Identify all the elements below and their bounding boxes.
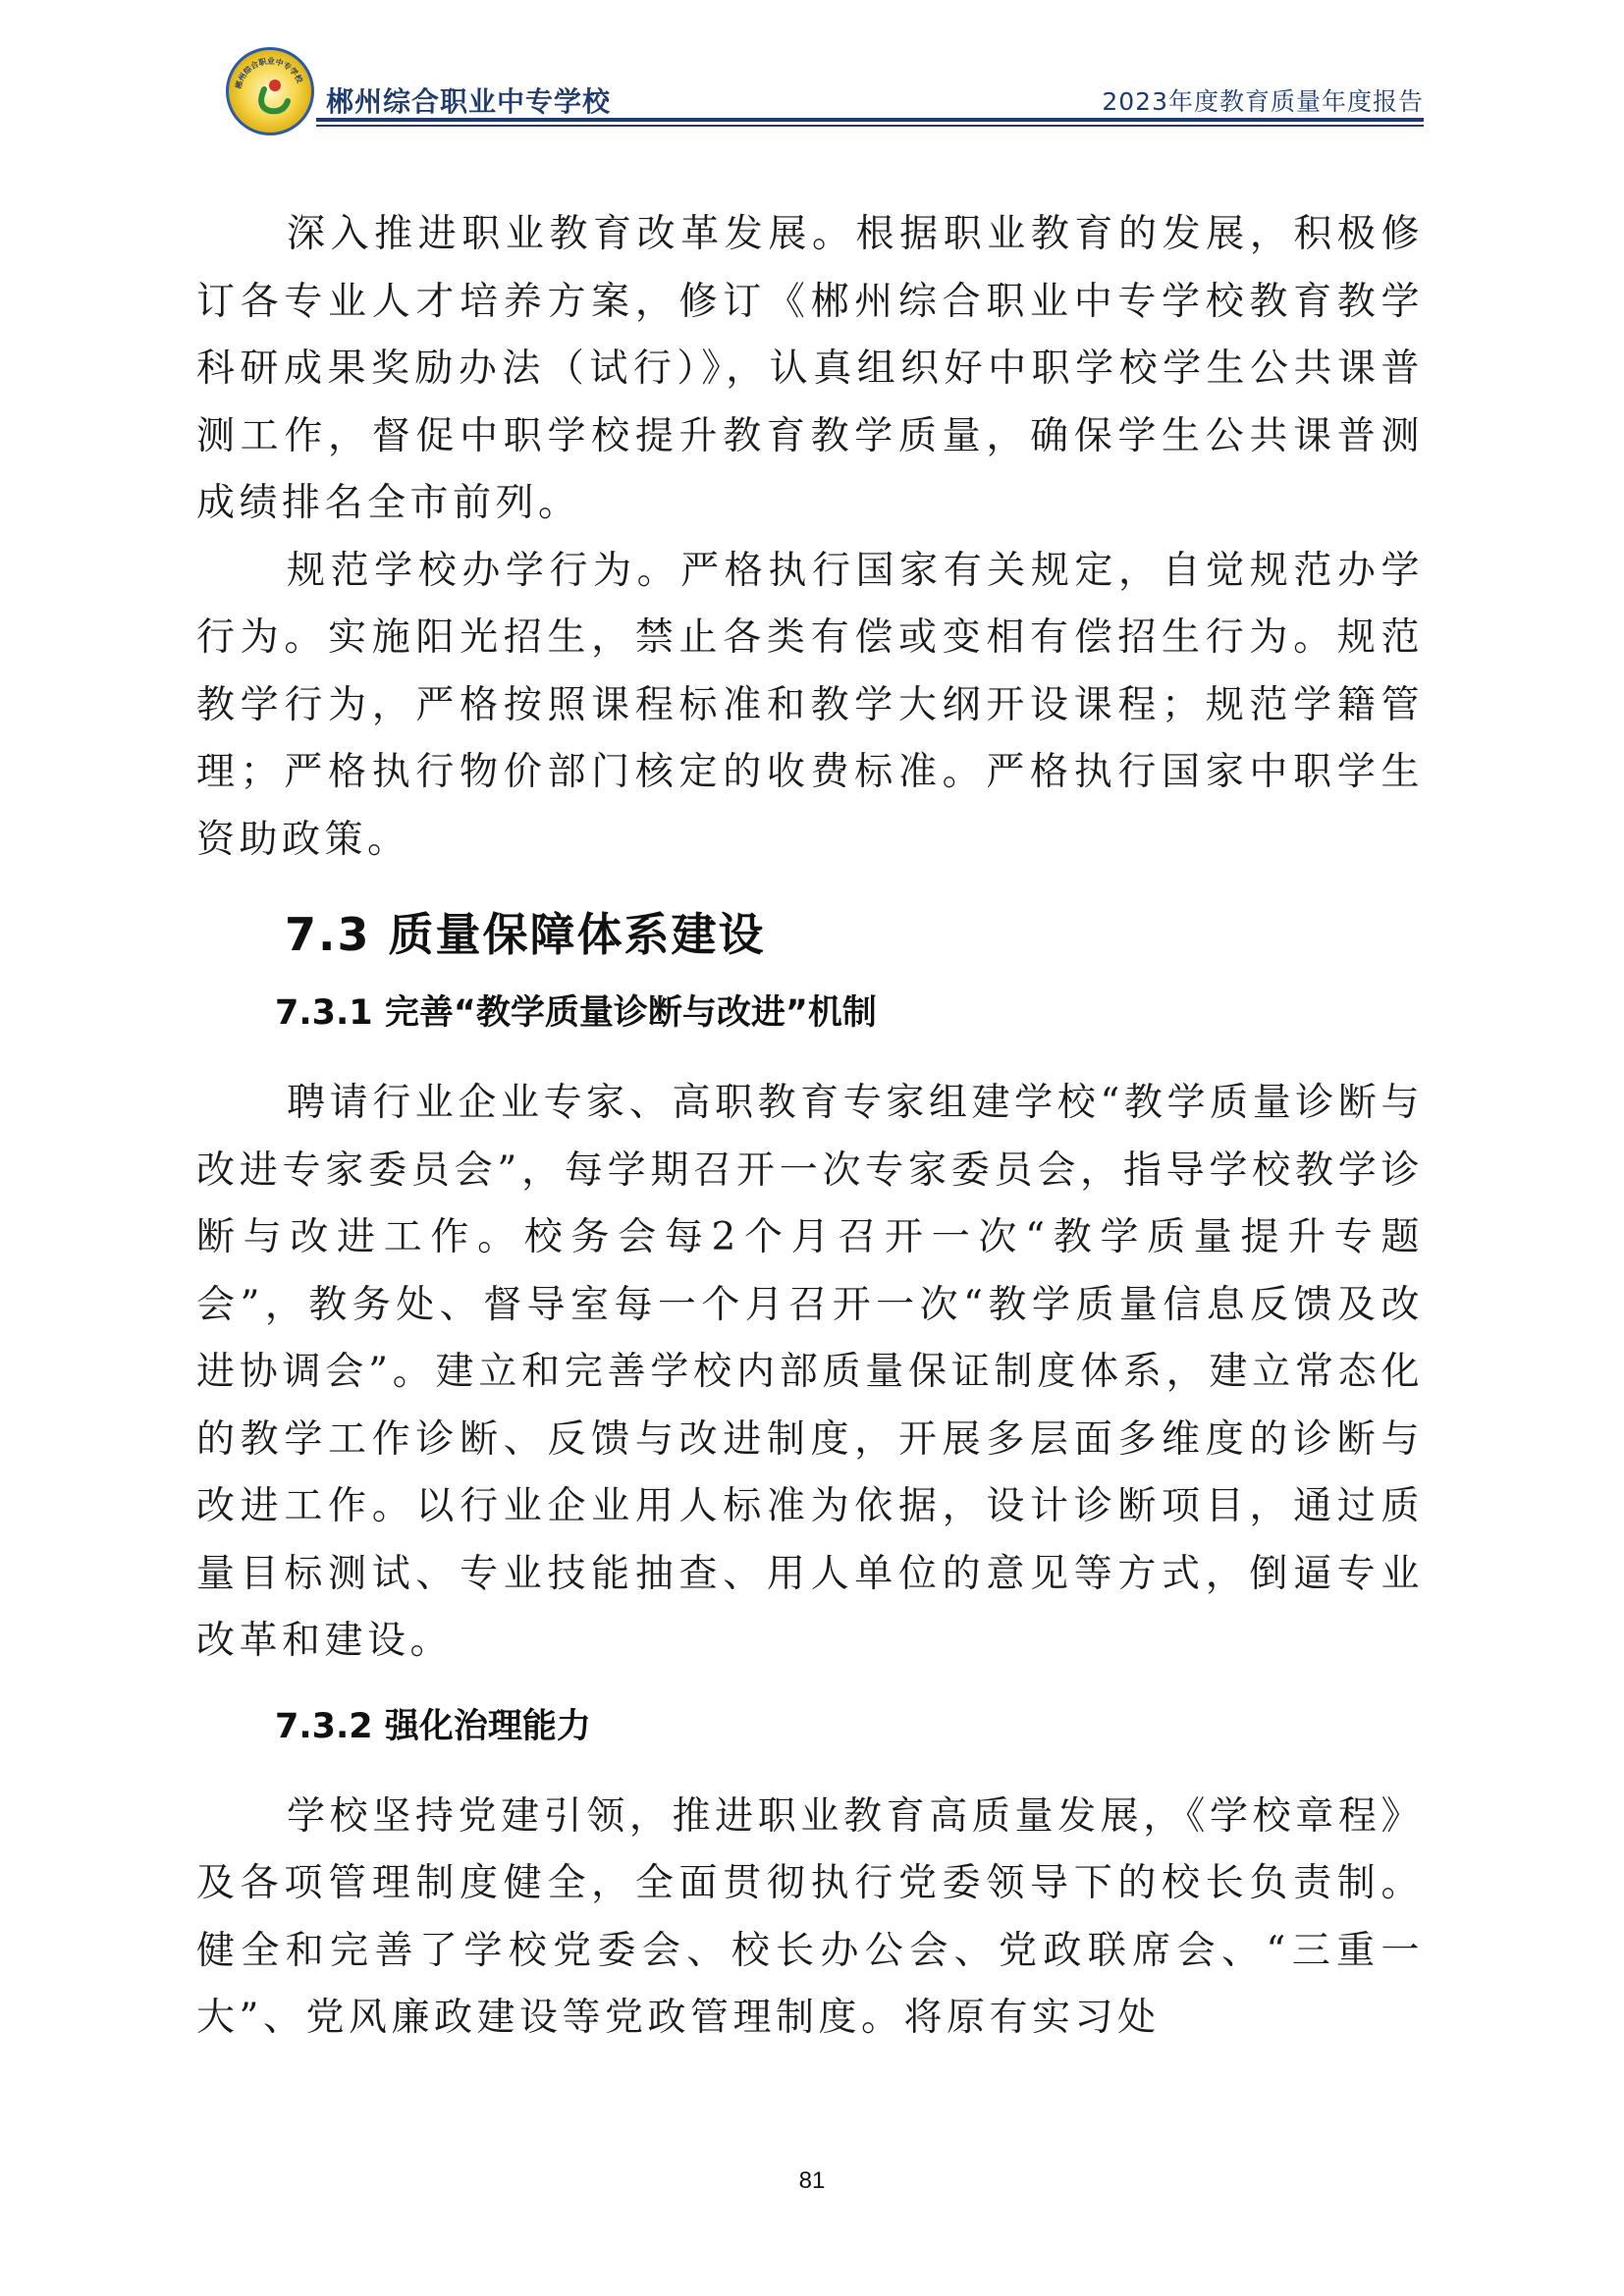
page-content <box>196 201 1424 2053</box>
paragraph-reform: 深入推进职业教育改革发展。根据职业教育的发展，积极修订各专业人才培养方案，修订《郴州综合职业中专学校教育教学科研成果奖励办法（试行）》，认真组织好中职学校学生公共课普测工作，督促中职学校提升教育教学质量，确保学生公共课普测成绩排名全市前列。 <box>196 212 1424 525</box>
page-number: 81 <box>798 2167 826 2194</box>
section-heading: 7.3 质量保障体系建设 <box>285 908 766 961</box>
header-rule-thick <box>316 118 1424 122</box>
school-name: 郴州综合职业中专学校 <box>326 85 612 118</box>
subsection-heading-governance: 7.3.2 强化治理能力 <box>275 1706 591 1746</box>
paragraph-governance: 学校坚持党建引领，推进职业教育高质量发展，《学校章程》及各项管理制度健全，全面贯彻执行党委领导下的校长负责制。健全和完善了学校党委会、校长办公会、党政联席会、“三重一大”、党风廉政建设等党政管理制度。将原有实习处 <box>196 1793 1424 2040</box>
paragraph-regulate: 规范学校办学行为。严格执行国家有关规定，自觉规范办学行为。实施阳光招生，禁止各类有偿或变相有偿招生行为。规范教学行为，严格按照课程标准和教学大纲开设课程；规范学籍管理；严格执行物价部门核定的收费标准。严格执行国家中职学生资助政策。 <box>196 548 1424 862</box>
paragraph-diagnosis: 聘请行业企业专家、高职教育专家组建学校“教学质量诊断与改进专家委员会”，每学期召开一次专家委员会，指导学校教学诊断与改进工作。校务会每2个月召开一次“教学质量提升专题会”，教务处、督导室每一个月召开一次“教学质量信息反馈及改进协调会”。建立和完善学校内部质量保证制度体系，建立常态化的教学工作诊断、反馈与改进制度，开展多层面多维度的诊断与改进工作。以行业企业用人标准为依据，设计诊断项目，通过质量目标测试、专业技能抽查、用人单位的意见等方式，倒逼专业改革和建设。 <box>196 1081 1424 1663</box>
header-rule-thin <box>316 125 1424 127</box>
page-header <box>226 39 1424 128</box>
svg-text:郴州综合职业中专学校: 郴州综合职业中专学校 <box>234 56 304 90</box>
school-logo <box>226 47 314 135</box>
report-title: 2023年度教育质量年度报告 <box>1102 87 1424 116</box>
subsection-heading-diagnosis: 7.3.1 完善“教学质量诊断与改进”机制 <box>275 993 877 1033</box>
